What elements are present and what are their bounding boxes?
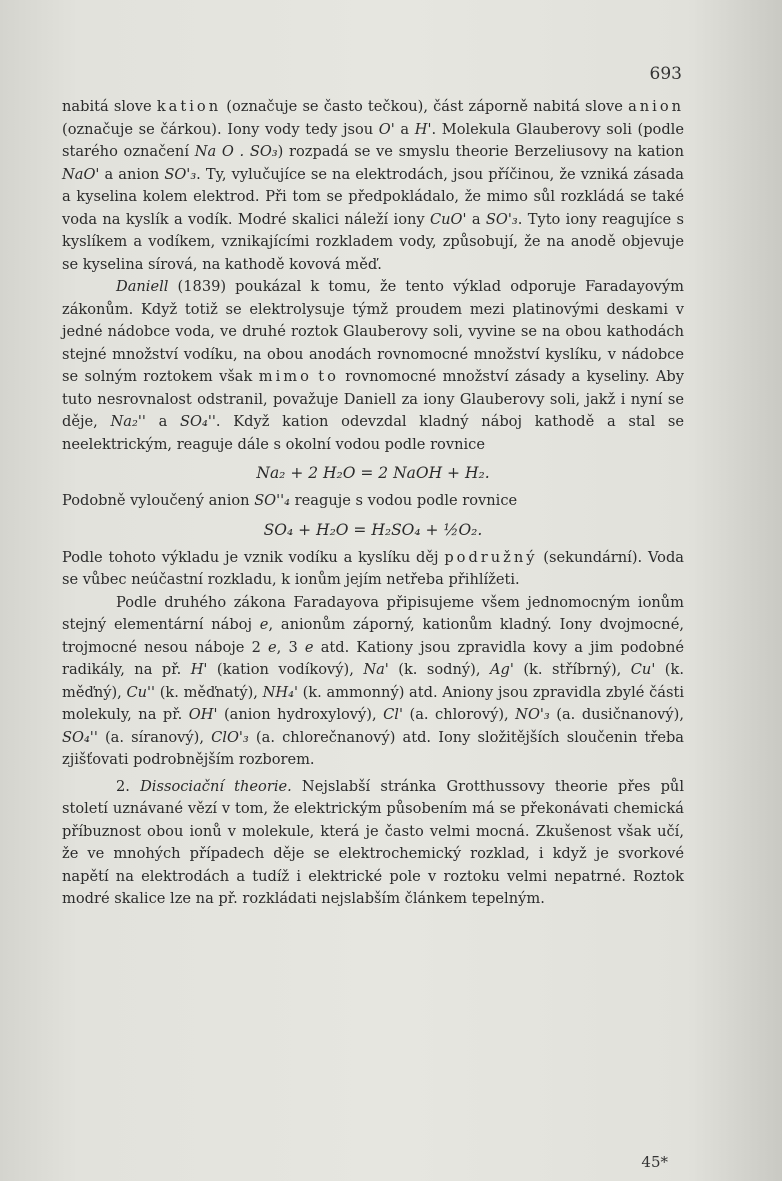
text-run: (a. dusičnanový), bbox=[549, 706, 685, 723]
charge-symbol: e bbox=[268, 638, 277, 656]
text-run: (1839) poukázal k tomu, že tento výklad odporuje Faradayovým zákonům. Když totiž se elektrolysuje týmž proudem mezi platinovými deskami v jedné nádobce voda, ve druhé roztok Glauberovy soli, vyvine se na obou kathodách stejné množství vodíku, na obou anodách rovnomocné množství kyslíku, v nádobce se solným roztokem však bbox=[62, 278, 684, 385]
page-text bbox=[62, 96, 684, 911]
text-run: a bbox=[466, 210, 486, 228]
signature-mark: 45* bbox=[641, 1153, 668, 1171]
text-run: Podle tohoto výkladu je vznik vodíku a kyslíku děj bbox=[62, 548, 445, 566]
text-run: , anionům záporný, kationům kladný. Iony dvojmocné, trojmocné nesou náboje 2 bbox=[62, 616, 684, 656]
text-run: reaguje s vodou podle rovnice bbox=[290, 492, 518, 509]
text-run: . Ty, vylučujíce se na elektrodách, jsou příčinou, že vzniká zásada a kyselina kolem elektrod. Při tom se předpokládalo, že mimo sůl rozkládá se také voda na kyslík a vodík. Modré skalici náleží iony bbox=[62, 165, 685, 228]
paragraph-2 bbox=[62, 276, 684, 456]
paragraph-5 bbox=[62, 592, 684, 772]
text-run: . Tyto iony reagujíce s kyslíkem a vodíkem, vznikajícími rozkladem vody, způsobují, že na anodě objevuje se kyselina sírová, na kathodě kovová měď. bbox=[62, 210, 685, 273]
ion-symbol: ClO'₃ bbox=[211, 728, 249, 746]
ion-symbol: Cl' bbox=[383, 706, 403, 723]
text-run: Podobně vyloučený anion bbox=[62, 492, 255, 509]
spaced-term: kation bbox=[156, 98, 222, 115]
ion-symbol: Cu'' bbox=[126, 683, 156, 701]
text-run: a anion bbox=[99, 165, 165, 183]
text-run: (k. sodný), bbox=[388, 661, 490, 678]
text-run: a bbox=[145, 413, 181, 430]
ion-symbol: SO'₃ bbox=[164, 165, 197, 183]
text-run: ) rozpadá se ve smyslu theorie Berzeliusovy na kation bbox=[277, 143, 684, 160]
text-run: (anion hydroxylový), bbox=[217, 706, 384, 723]
ion-symbol: O' bbox=[378, 120, 395, 138]
text-run: (označuje se čárkou). Iony vody tedy jsou bbox=[62, 120, 379, 138]
text-run: (kation vodíkový), bbox=[207, 661, 364, 678]
text-run: (označuje se často tečkou), část záporně nabitá slove bbox=[221, 98, 629, 115]
formula-inline: Na O . SO₃ bbox=[194, 143, 278, 160]
page-number: 693 bbox=[649, 64, 682, 84]
paragraph-6 bbox=[62, 776, 684, 911]
text-run: Podle druhého zákona Faradayova připisujeme všem jednomocným ionům stejný elementární náboj bbox=[62, 593, 684, 633]
spaced-term: mimo bbox=[258, 368, 312, 385]
ion-symbol: Ag' bbox=[489, 661, 514, 678]
text-run: atd. Kationy jsou zpravidla kovy a jim podobné radikály, na př. bbox=[62, 638, 684, 678]
ion-symbol: SO₄'' bbox=[62, 728, 98, 746]
ion-symbol: Na₂'' bbox=[110, 413, 146, 430]
paragraph-1 bbox=[62, 96, 684, 276]
paragraph-3 bbox=[62, 490, 684, 513]
text-run: Nejslabší stránka Grotthussovy theorie přes půl století uznávané vězí v tom, že elektrickým působením má se překonávati chemická příbuznost obou ionů v molekule, která je často velmi mocná. Zkušenost však učí, že ve mnohých případech děje se elektrochemický rozklad, i když je svorkové napětí na elektrodách a tudíž i elektrické pole v roztoku velmi nepatrné. Roztok modré skalice lze na př. rozkládati nejslabším článkem tepelným. bbox=[62, 777, 684, 907]
author-name: Daniell bbox=[116, 278, 169, 295]
ion-symbol: SO''₄ bbox=[254, 492, 291, 509]
spaced-term: podružný bbox=[444, 548, 538, 566]
spaced-term: anion bbox=[628, 98, 685, 115]
ion-symbol: H' bbox=[190, 661, 208, 678]
text-run: nabitá slove bbox=[62, 98, 157, 115]
text-run: rovnomocné množství zásady a kyseliny. Aby tuto nesrovnalost odstranil, považuje Daniell za iony Glauberovy soli, jakž i nyní se děje, bbox=[62, 368, 685, 430]
ion-symbol: CuO' bbox=[429, 210, 467, 228]
text-run: . Když kation odevzdal kladný náboj kathodě a stal se neelektrickým, reaguje dále s okolní vodou podle rovnice bbox=[62, 413, 685, 453]
paragraph-4 bbox=[62, 547, 684, 592]
charge-symbol: e bbox=[304, 638, 314, 656]
text-run: (k. stříbrný), bbox=[513, 661, 631, 678]
text-run: (a. chlorový), bbox=[403, 706, 516, 723]
ion-symbol: OH' bbox=[188, 706, 218, 723]
text-run: (k. měďnatý), bbox=[155, 683, 263, 701]
ion-symbol: H' bbox=[414, 120, 432, 138]
equation-1: Na₂ + 2 H₂O = 2 NaOH + H₂. bbox=[256, 464, 490, 482]
text-run: (k. měďný), bbox=[62, 661, 684, 701]
ion-symbol: NO'₃ bbox=[515, 706, 550, 723]
text-run: (sekundární). Voda se vůbec neúčastní rozkladu, k ionům jejím netřeba přihlížeti. bbox=[62, 548, 684, 588]
ion-symbol: Na' bbox=[363, 661, 389, 678]
text-run: , 3 bbox=[276, 638, 305, 656]
section-number: 2. bbox=[116, 777, 141, 795]
ion-symbol: NH₄' bbox=[262, 683, 298, 701]
text-run: (k. ammonný) atd. Aniony jsou zpravidla zbylé části molekuly, na př. bbox=[62, 683, 684, 723]
ion-symbol: SO₄'' bbox=[180, 413, 216, 430]
section-title: Dissociační theorie. bbox=[140, 777, 292, 795]
ion-symbol: Cu' bbox=[630, 661, 656, 678]
ion-symbol: NaO' bbox=[62, 165, 100, 183]
text-run: . Molekula Glauberovy soli (podle starého označení bbox=[62, 120, 684, 160]
equation-2: SO₄ + H₂O = H₂SO₄ + ½O₂. bbox=[263, 520, 483, 539]
spaced-term: to bbox=[318, 368, 339, 385]
charge-symbol: e bbox=[259, 616, 269, 633]
text-run: (a. síranový), bbox=[97, 728, 212, 746]
ion-symbol: SO'₃ bbox=[485, 210, 518, 228]
text-run: (a. chlorečnanový) atd. Iony složitějších sloučenin třeba zjišťovati podrobnějším rozborem. bbox=[62, 728, 684, 768]
text-run: a bbox=[394, 120, 415, 138]
